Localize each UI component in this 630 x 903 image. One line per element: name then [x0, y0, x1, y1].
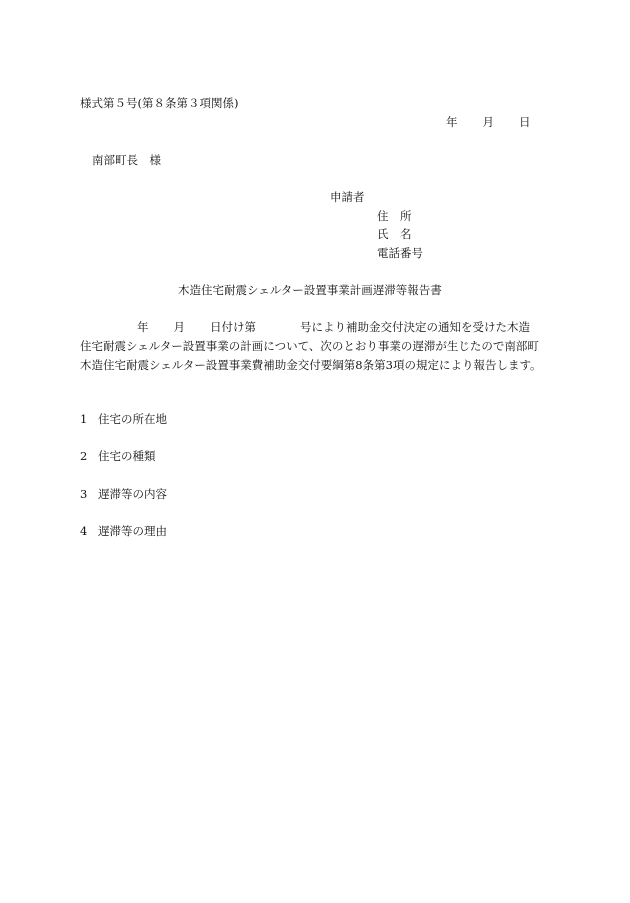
item-1: [80, 414, 167, 426]
item-label: 遅滞等の理由: [98, 524, 167, 538]
item-number: 1: [80, 412, 88, 426]
body-line-1-rest: 号により補助金交付決定の通知を受けた木造: [300, 320, 530, 334]
date-day-label: 日: [519, 115, 531, 129]
item-2: [80, 451, 156, 463]
item-4: [80, 526, 167, 538]
item-label: 遅滞等の内容: [98, 487, 167, 501]
item-label: 住宅の種類: [98, 449, 156, 463]
body-month-label: 月: [173, 320, 185, 334]
body-year-label: 年: [137, 320, 149, 334]
applicant-label: 申請者: [330, 190, 365, 204]
applicant-name-label: 氏 名: [377, 227, 412, 241]
item-number: 3: [80, 487, 88, 501]
date-year-label: 年: [446, 115, 458, 129]
item-number: 2: [80, 449, 88, 463]
document-title: 木造住宅耐震シェルター設置事業計画遅滞等報告書: [178, 283, 442, 297]
date-line: [446, 117, 531, 129]
addressee: 南部町長 様: [92, 153, 161, 167]
item-label: 住宅の所在地: [98, 412, 167, 426]
item-number: 4: [80, 524, 88, 538]
item-3: [80, 489, 167, 501]
applicant-address-label: 住 所: [377, 209, 412, 223]
form-number: 様式第５号(第８条第３項関係): [80, 96, 239, 110]
body-line-3: 木造住宅耐震シェルター設置事業費補助金交付要綱第8条第3項の規定により報告します。: [80, 358, 542, 372]
body-date-prefix: 日付け第: [210, 320, 256, 334]
applicant-phone-label: 電話番号: [377, 246, 423, 260]
body-line-1: [80, 322, 530, 334]
body-line-2: 住宅耐震シェルター設置事業の計画について、次のとおり事業の遅滞が生じたので南部町: [80, 339, 539, 353]
date-month-label: 月: [482, 115, 494, 129]
